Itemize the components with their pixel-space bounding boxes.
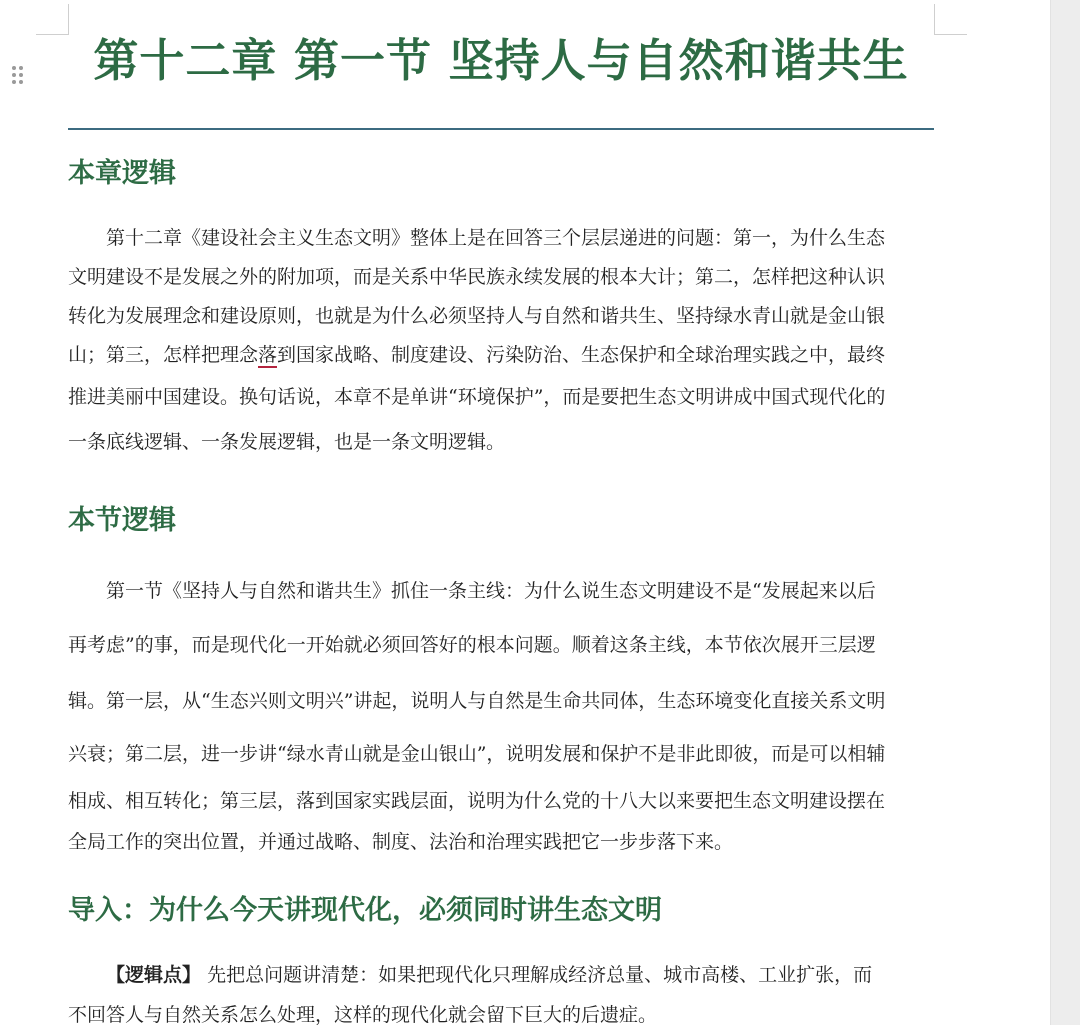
paragraph-line: 推进美丽中国建设。换句话说，本章不是单讲“环境保护”，而是要把生态文明讲成中国式现代化的 [68, 386, 886, 408]
paragraph-line [68, 955, 934, 995]
line-text: 到国家战略、制度建设、污染防治、生态保护和全球治理实践之中，最终 [277, 344, 886, 366]
document-title[interactable]: 第十二章 第一节 坚持人与自然和谐共生 [93, 34, 909, 87]
page-side-gutter [1050, 0, 1080, 1025]
paragraph-line: 全局工作的突出位置，并通过战略、制度、法治和治理实践把它一步步落下来。 [68, 831, 734, 853]
section-heading-introduction[interactable]: 导入：为什么今天讲现代化，必须同时讲生态文明 [68, 895, 662, 926]
paragraph-line: 兴衰；第二层，进一步讲“绿水青山就是金山银山”，说明发展和保护不是非此即彼，而是可以相辅 [68, 743, 886, 765]
section-logic-paragraph[interactable] [68, 565, 934, 862]
paragraph-line: 转化为发展理念和建设原则，也就是为什么必须坚持人与自然和谐共生、坚持绿水青山就是金山银 [68, 305, 886, 327]
paragraph-line [68, 336, 934, 375]
chapter-logic-paragraph[interactable] [68, 219, 934, 461]
paragraph-line: 一条底线逻辑、一条发展逻辑，也是一条文明逻辑。 [68, 431, 506, 453]
section-heading-chapter-logic[interactable]: 本章逻辑 [68, 158, 176, 189]
line-text: 先把总问题讲清楚：如果把现代化只理解成经济总量、城市高楼、工业扩张，而 [207, 964, 873, 986]
paragraph-line: 第一节《坚持人与自然和谐共生》抓住一条主线：为什么说生态文明建设不是“发展起来以后 [106, 580, 876, 602]
paragraph-line: 第十二章《建设社会主义生态文明》整体上是在回答三个层层递进的问题：第一，为什么生态 [106, 227, 886, 249]
spellcheck-flagged-word[interactable]: 落 [258, 344, 278, 366]
paragraph-line: 再考虑”的事，而是现代化一开始就必须回答好的根本问题。顺着这条主线，本节依次展开三层逻 [68, 634, 876, 656]
block-drag-handle-icon[interactable] [12, 66, 26, 88]
paragraph-line: 不回答人与自然关系怎么处理，这样的现代化就会留下巨大的后遗症。 [68, 1004, 658, 1025]
paragraph-line: 辑。第一层，从“生态兴则文明兴”讲起，说明人与自然是生命共同体，生态环境变化直接关系文明 [68, 690, 886, 712]
line-text: 山；第三，怎样把理念 [68, 344, 259, 366]
margin-corner-mark-left [36, 4, 69, 35]
introduction-paragraph[interactable] [68, 955, 934, 1025]
logic-point-label: 【逻辑点】 [106, 964, 202, 986]
margin-corner-mark-right [934, 4, 967, 35]
paragraph-line: 相成、相互转化；第三层，落到国家实践层面，说明为什么党的十八大以来要把生态文明建设摆在 [68, 790, 886, 812]
title-underline-rule [68, 128, 934, 130]
section-heading-section-logic[interactable]: 本节逻辑 [68, 505, 176, 536]
paragraph-line: 文明建设不是发展之外的附加项，而是关系中华民族永续发展的根本大计；第二，怎样把这种认识 [68, 266, 886, 288]
